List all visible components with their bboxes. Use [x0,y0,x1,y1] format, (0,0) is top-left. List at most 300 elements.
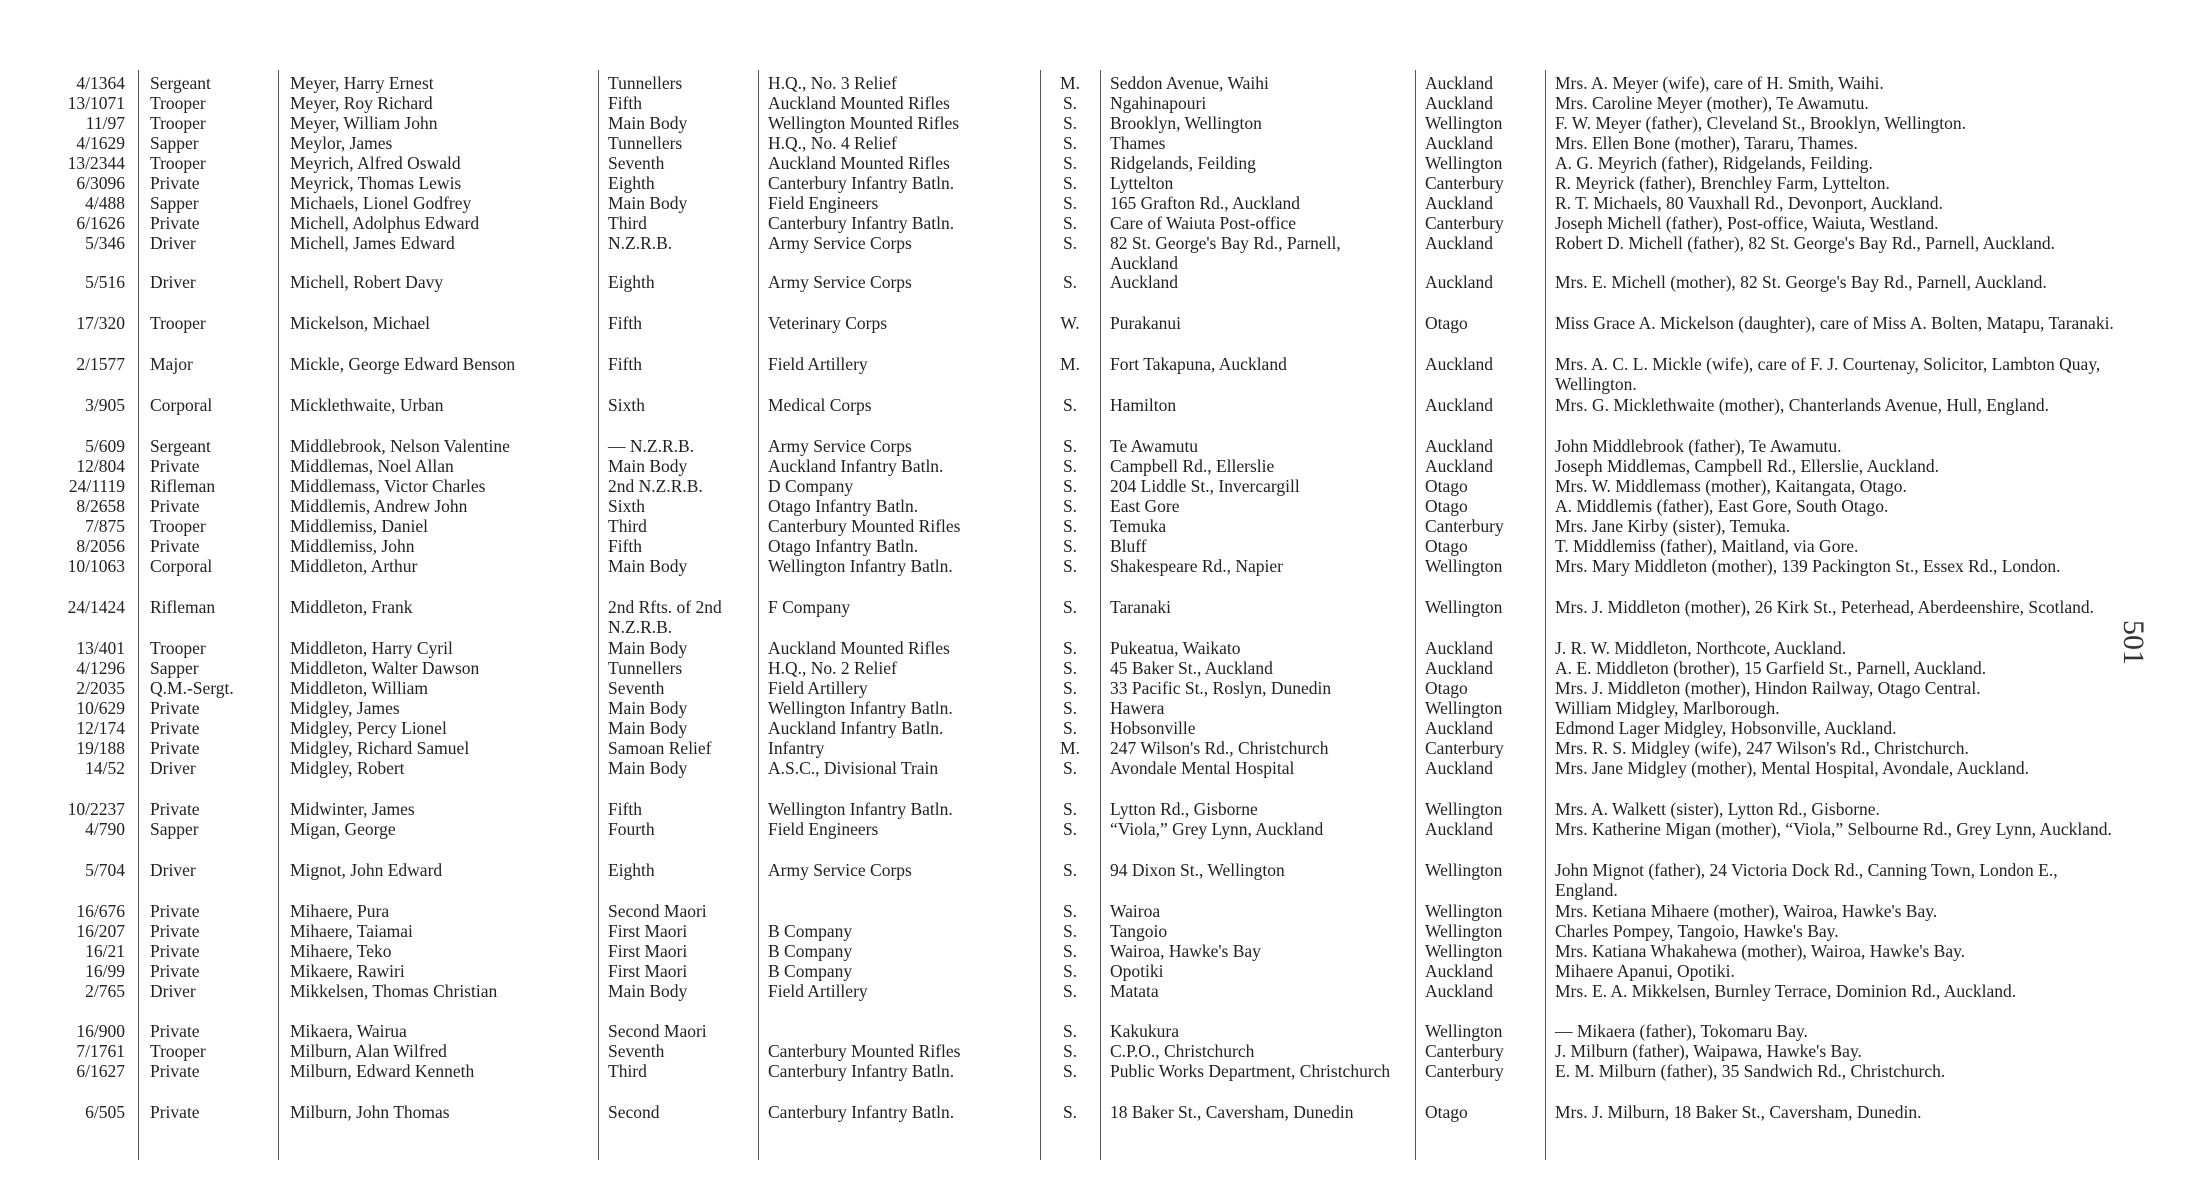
cell-unit: Seventh [608,153,665,173]
cell-unit: Tunnellers [608,73,683,93]
column-rule [758,70,759,1160]
cell-town: Auckland [1425,436,1494,456]
cell-unit: Tunnellers [608,133,683,153]
column-rule [1100,70,1101,1160]
cell-town: Canterbury [1425,1041,1504,1061]
cell-name: Middleton, Harry Cyril [290,638,453,658]
cell-name: Migan, George [290,819,396,839]
cell-num: 13/401 [76,638,125,658]
cell-town: Auckland [1425,718,1494,738]
cell-rank: Driver [150,233,196,253]
cell-addr: Kakukura [1110,1021,1180,1041]
cell-addr: Shakespeare Rd., Napier [1110,556,1283,576]
cell-num: 10/2237 [67,799,125,819]
cell-name: Meyer, William John [290,113,438,133]
cell-num: 6/1626 [76,213,125,233]
cell-name: Midgley, Percy Lionel [290,718,447,738]
cell-addr: Public Works Department, Christchurch [1110,1061,1391,1081]
cell-rank: Private [150,1102,200,1122]
cell-rank: Private [150,213,200,233]
cell-kin: Mrs. J. Middleton (mother), Hindon Railway, Otago Central. [1555,678,1981,698]
cell-sub: F Company [768,597,851,617]
cell-kin: Mrs. E. A. Mikkelsen, Burnley Terrace, Dominion Rd., Auckland. [1555,981,2017,1001]
cell-addr: “Viola,” Grey Lynn, Auckland [1110,819,1324,839]
cell-rank: Trooper [150,93,206,113]
cell-st: S. [1062,476,1078,496]
cell-unit: Fifth [608,536,643,556]
cell-town: Canterbury [1425,738,1504,758]
cell-kin: — Mikaera (father), Tokomaru Bay. [1555,1021,1808,1041]
cell-sub: Auckland Mounted Rifles [768,153,950,173]
cell-unit: Second Maori [608,1021,707,1041]
cell-st: S. [1062,1041,1078,1061]
cell-addr: 18 Baker St., Caversham, Dunedin [1110,1102,1354,1122]
cell-st: S. [1062,799,1078,819]
cell-rank: Driver [150,758,196,778]
cell-name: Middlemass, Victor Charles [290,476,486,496]
cell-name: Mickle, George Edward Benson [290,354,516,374]
cell-kin: R. Meyrick (father), Brenchley Farm, Lyttelton. [1555,173,1890,193]
cell-town: Auckland [1425,638,1494,658]
cell-unit: Main Body [608,698,688,718]
cell-addr: Auckland [1110,272,1179,292]
cell-town: Wellington [1425,153,1503,173]
cell-name: Midgley, James [290,698,400,718]
cell-name: Middlemiss, John [290,536,415,556]
cell-name: Meyrich, Alfred Oswald [290,153,461,173]
cell-num: 4/790 [85,819,125,839]
cell-rank: Rifleman [150,597,216,617]
cell-name: Milburn, John Thomas [290,1102,450,1122]
cell-rank: Private [150,1061,200,1081]
cell-addr: East Gore [1110,496,1180,516]
cell-name: Milburn, Alan Wilfred [290,1041,447,1061]
cell-name: Mignot, John Edward [290,860,443,880]
cell-num: 10/629 [76,698,125,718]
cell-kin: Mrs. Ketiana Mihaere (mother), Wairoa, Hawke's Bay. [1555,901,1938,921]
cell-town: Canterbury [1425,173,1504,193]
cell-num: 16/676 [76,901,125,921]
cell-st: S. [1062,395,1078,415]
cell-st: S. [1062,901,1078,921]
cell-unit: Main Body [608,456,688,476]
cell-sub: Auckland Infantry Batln. [768,456,944,476]
column-rule [1040,70,1041,1160]
cell-name: Middlemiss, Daniel [290,516,429,536]
cell-unit: Main Body [608,718,688,738]
cell-town: Auckland [1425,961,1494,981]
cell-addr: 247 Wilson's Rd., Christchurch [1110,738,1329,758]
cell-kin: Mrs. J. Middleton (mother), 26 Kirk St., Peterhead, Aberdeenshire, Scotland. [1555,597,2094,617]
cell-num: 12/174 [76,718,125,738]
cell-sub: H.Q., No. 4 Relief [768,133,897,153]
cell-name: Middlemis, Andrew John [290,496,468,516]
cell-addr: Opotiki [1110,961,1164,981]
cell-name: Mihaere, Teko [290,941,392,961]
column-rule [1415,70,1416,1160]
cell-unit: Main Body [608,113,688,133]
cell-st: M. [1060,738,1080,758]
cell-st: S. [1062,678,1078,698]
cell-town: Wellington [1425,597,1503,617]
cell-town: Wellington [1425,698,1503,718]
cell-kin: Robert D. Michell (father), 82 St. George's Bay Rd., Parnell, Auckland. [1555,233,2056,253]
cell-kin: Mrs. Jane Kirby (sister), Temuka. [1555,516,1791,536]
cell-kin: William Midgley, Marlborough. [1555,698,1780,718]
cell-st: S. [1062,1102,1078,1122]
cell-unit: Main Body [608,193,688,213]
cell-st: S. [1062,436,1078,456]
cell-addr: Thames [1110,133,1166,153]
cell-town: Auckland [1425,354,1494,374]
cell-sub: Otago Infantry Batln. [768,496,919,516]
cell-rank: Corporal [150,395,213,415]
cell-town: Auckland [1425,133,1494,153]
cell-kin: Mrs. A. Meyer (wife), care of H. Smith, Waihi. [1555,73,1884,93]
cell-st: S. [1062,1021,1078,1041]
cell-name: Mikkelsen, Thomas Christian [290,981,498,1001]
cell-num: 8/2056 [76,536,125,556]
cell-rank: Rifleman [150,476,216,496]
cell-name: Middlebrook, Nelson Valentine [290,436,510,456]
cell-addr: 204 Liddle St., Invercargill [1110,476,1300,496]
cell-name: Middlemas, Noel Allan [290,456,454,476]
cell-unit: Fifth [608,313,643,333]
cell-st: M. [1060,354,1080,374]
cell-kin: T. Middlemiss (father), Maitland, via Gore. [1555,536,1859,556]
cell-unit: 2nd N.Z.R.B. [608,476,703,496]
cell-rank: Private [150,718,200,738]
cell-town: Auckland [1425,93,1494,113]
cell-sub: Army Service Corps [768,233,912,253]
cell-num: 2/2035 [76,678,125,698]
cell-town: Auckland [1425,981,1494,1001]
cell-name: Midgley, Robert [290,758,405,778]
cell-unit: Fifth [608,354,643,374]
cell-st: S. [1062,638,1078,658]
cell-sub: D Company [768,476,854,496]
page-number: 501 [2117,620,2150,665]
cell-num: 13/1071 [67,93,125,113]
cell-name: Michell, Robert Davy [290,272,444,292]
cell-rank: Trooper [150,1041,206,1061]
cell-name: Middleton, Walter Dawson [290,658,480,678]
cell-st: S. [1062,819,1078,839]
cell-kin: Mrs. W. Middlemass (mother), Kaitangata, Otago. [1555,476,1907,496]
cell-kin: Edmond Lager Midgley, Hobsonville, Auckland. [1555,718,1897,738]
cell-sub: Canterbury Infantry Batln. [768,213,955,233]
cell-num: 11/97 [85,113,125,133]
cell-addr: Brooklyn, Wellington [1110,113,1262,133]
cell-rank: Trooper [150,153,206,173]
cell-unit: Eighth [608,860,655,880]
cell-kin: Mrs. Katherine Migan (mother), “Viola,” Selbourne Rd., Grey Lynn, Auckland. [1555,819,2112,839]
cell-sub: Canterbury Infantry Batln. [768,1102,955,1122]
cell-sub: Wellington Infantry Batln. [768,799,953,819]
cell-addr: Taranaki [1110,597,1171,617]
cell-unit: Eighth [608,272,655,292]
cell-num: 16/900 [76,1021,125,1041]
cell-kin: Mrs. Mary Middleton (mother), 139 Packington St., Essex Rd., London. [1555,556,2061,576]
cell-kin: J. Milburn (father), Waipawa, Hawke's Bay. [1555,1041,1862,1061]
cell-addr: 94 Dixon St., Wellington [1110,860,1285,880]
cell-num: 13/2344 [67,153,125,173]
cell-town: Auckland [1425,456,1494,476]
cell-addr: Hamilton [1110,395,1177,415]
cell-kin: A. Middlemis (father), East Gore, South Otago. [1555,496,1889,516]
cell-town: Auckland [1425,73,1494,93]
cell-rank: Corporal [150,556,213,576]
cell-num: 5/609 [85,436,125,456]
cell-addr: Seddon Avenue, Waihi [1110,73,1269,93]
cell-town: Auckland [1425,193,1494,213]
cell-addr: Bluff [1110,536,1147,556]
cell-sub: B Company [768,921,853,941]
cell-st: S. [1062,153,1078,173]
cell-name: Meyrick, Thomas Lewis [290,173,462,193]
cell-rank: Driver [150,272,196,292]
cell-kin: Mrs. A. Walkett (sister), Lytton Rd., Gisborne. [1555,799,1880,819]
cell-sub: Army Service Corps [768,436,912,456]
cell-unit: Main Body [608,556,688,576]
cell-num: 16/207 [76,921,125,941]
cell-rank: Private [150,496,200,516]
cell-st: M. [1060,73,1080,93]
cell-rank: Sapper [150,658,199,678]
cell-sub: Canterbury Infantry Batln. [768,173,955,193]
cell-sub: Field Artillery [768,678,868,698]
cell-num: 5/346 [85,233,125,253]
cell-num: 24/1424 [67,597,125,617]
cell-unit: Third [608,1061,647,1081]
cell-st: S. [1062,233,1078,253]
cell-addr: Lyttelton [1110,173,1174,193]
cell-sub: A.S.C., Divisional Train [768,758,939,778]
column-rule [138,70,139,1160]
cell-addr: 45 Baker St., Auckland [1110,658,1273,678]
cell-num: 5/704 [85,860,125,880]
cell-town: Otago [1425,1102,1468,1122]
cell-kin: Mrs. Caroline Meyer (mother), Te Awamutu. [1555,93,1869,113]
cell-kin: Mrs. A. C. L. Mickle (wife), care of F. J. Courtenay, Solicitor, Lambton Quay, Wellington. [1555,354,2101,394]
cell-unit: Second Maori [608,901,707,921]
cell-num: 16/99 [85,961,125,981]
cell-addr: 82 St. George's Bay Rd., Parnell, Auckland [1110,233,1341,273]
cell-st: S. [1062,213,1078,233]
cell-town: Otago [1425,476,1468,496]
cell-name: Mikaera, Wairua [290,1021,407,1041]
cell-num: 7/1761 [76,1041,125,1061]
cell-addr: Purakanui [1110,313,1181,333]
cell-name: Mihaere, Taiamai [290,921,413,941]
cell-st: S. [1062,536,1078,556]
cell-num: 5/516 [85,272,125,292]
cell-sub: Auckland Infantry Batln. [768,718,944,738]
cell-st: S. [1062,193,1078,213]
cell-name: Michaels, Lionel Godfrey [290,193,472,213]
cell-town: Wellington [1425,113,1503,133]
cell-sub: Army Service Corps [768,860,912,880]
cell-unit: Sixth [608,496,645,516]
cell-name: Meyer, Roy Richard [290,93,433,113]
cell-name: Michell, Adolphus Edward [290,213,480,233]
cell-town: Auckland [1425,395,1494,415]
cell-kin: John Middlebrook (father), Te Awamutu. [1555,436,1842,456]
cell-rank: Major [150,354,193,374]
cell-kin: Joseph Middlemas, Campbell Rd., Ellerslie, Auckland. [1555,456,1939,476]
cell-town: Otago [1425,313,1468,333]
cell-sub: Auckland Mounted Rifles [768,638,950,658]
cell-sub: Field Engineers [768,193,879,213]
cell-kin: E. M. Milburn (father), 35 Sandwich Rd., Christchurch. [1555,1061,1946,1081]
cell-addr: Hobsonville [1110,718,1196,738]
cell-town: Wellington [1425,556,1503,576]
cell-unit: Second [608,1102,660,1122]
cell-num: 4/1296 [76,658,125,678]
cell-sub: Wellington Infantry Batln. [768,556,953,576]
cell-unit: 2nd Rfts. of 2nd N.Z.R.B. [608,597,722,637]
cell-rank: Sergeant [150,436,211,456]
cell-kin: Miss Grace A. Mickelson (daughter), care of Miss A. Bolten, Matapu, Taranaki. [1555,313,2114,333]
cell-unit: Main Body [608,981,688,1001]
cell-sub: H.Q., No. 2 Relief [768,658,897,678]
cell-addr: Matata [1110,981,1159,1001]
cell-sub: Auckland Mounted Rifles [768,93,950,113]
cell-num: 19/188 [76,738,125,758]
cell-num: 2/1577 [76,354,125,374]
cell-addr: Ngahinapouri [1110,93,1207,113]
cell-name: Midwinter, James [290,799,415,819]
cell-addr: Pukeatua, Waikato [1110,638,1241,658]
cell-num: 4/488 [85,193,125,213]
cell-st: S. [1062,860,1078,880]
cell-rank: Trooper [150,638,206,658]
cell-num: 3/905 [85,395,125,415]
cell-unit: Main Body [608,758,688,778]
cell-num: 6/3096 [76,173,125,193]
cell-town: Otago [1425,536,1468,556]
cell-town: Wellington [1425,941,1503,961]
cell-rank: Private [150,941,200,961]
cell-rank: Private [150,921,200,941]
cell-sub: H.Q., No. 3 Relief [768,73,897,93]
cell-addr: Hawera [1110,698,1165,718]
cell-st: S. [1062,698,1078,718]
cell-kin: Mihaere Apanui, Opotiki. [1555,961,1735,981]
cell-kin: Charles Pompey, Tangoio, Hawke's Bay. [1555,921,1839,941]
cell-name: Midgley, Richard Samuel [290,738,470,758]
column-rule [278,70,279,1160]
cell-st: S. [1062,921,1078,941]
cell-rank: Private [150,1021,200,1041]
cell-kin: F. W. Meyer (father), Cleveland St., Brooklyn, Wellington. [1555,113,1966,133]
cell-num: 6/1627 [76,1061,125,1081]
cell-st: S. [1062,556,1078,576]
cell-num: 2/765 [85,981,125,1001]
cell-st: S. [1062,496,1078,516]
cell-rank: Sapper [150,193,199,213]
cell-unit: Samoan Relief [608,738,712,758]
cell-addr: Fort Takapuna, Auckland [1110,354,1287,374]
cell-unit: Third [608,516,647,536]
cell-rank: Private [150,698,200,718]
cell-name: Micklethwaite, Urban [290,395,444,415]
cell-sub: Infantry [768,738,825,758]
cell-rank: Private [150,536,200,556]
cell-rank: Private [150,456,200,476]
cell-num: 6/505 [85,1102,125,1122]
cell-st: S. [1062,597,1078,617]
cell-town: Canterbury [1425,516,1504,536]
cell-kin: Mrs. E. Michell (mother), 82 St. George's Bay Rd., Parnell, Auckland. [1555,272,2047,292]
cell-name: Mickelson, Michael [290,313,430,333]
cell-town: Wellington [1425,799,1503,819]
cell-rank: Private [150,738,200,758]
cell-st: S. [1062,93,1078,113]
cell-kin: A. G. Meyrich (father), Ridgelands, Feilding. [1555,153,1873,173]
cell-sub: Field Artillery [768,354,868,374]
cell-addr: Lytton Rd., Gisborne [1110,799,1258,819]
cell-num: 10/1063 [67,556,125,576]
cell-unit: Seventh [608,678,665,698]
cell-sub: Canterbury Mounted Rifles [768,1041,961,1061]
cell-kin: Mrs. R. S. Midgley (wife), 247 Wilson's Rd., Christchurch. [1555,738,1969,758]
cell-unit: Seventh [608,1041,665,1061]
cell-sub: Wellington Infantry Batln. [768,698,953,718]
cell-num: 17/320 [76,313,125,333]
cell-name: Middleton, William [290,678,428,698]
cell-st: S. [1062,173,1078,193]
cell-addr: Avondale Mental Hospital [1110,758,1295,778]
cell-name: Meyer, Harry Ernest [290,73,434,93]
cell-sub: Veterinary Corps [768,313,888,333]
column-rule [598,70,599,1160]
cell-st: W. [1060,313,1080,333]
cell-town: Auckland [1425,233,1494,253]
cell-unit: First Maori [608,941,688,961]
cell-unit: Sixth [608,395,645,415]
cell-town: Canterbury [1425,213,1504,233]
cell-name: Middleton, Arthur [290,556,418,576]
cell-unit: N.Z.R.B. [608,233,673,253]
cell-addr: Wairoa, Hawke's Bay [1110,941,1261,961]
cell-rank: Trooper [150,516,206,536]
cell-num: 4/1364 [76,73,125,93]
cell-rank: Driver [150,860,196,880]
cell-addr: 165 Grafton Rd., Auckland [1110,193,1301,213]
cell-st: S. [1062,718,1078,738]
cell-sub: Canterbury Infantry Batln. [768,1061,955,1081]
cell-addr: Campbell Rd., Ellerslie [1110,456,1275,476]
cell-rank: Private [150,961,200,981]
cell-town: Auckland [1425,758,1494,778]
cell-unit: Fifth [608,93,643,113]
cell-st: S. [1062,133,1078,153]
cell-num: 7/875 [85,516,125,536]
cell-st: S. [1062,456,1078,476]
cell-name: Meylor, James [290,133,393,153]
cell-num: 24/1119 [68,476,125,496]
cell-unit: Fourth [608,819,655,839]
cell-rank: Trooper [150,313,206,333]
cell-rank: Private [150,173,200,193]
cell-kin: A. E. Middleton (brother), 15 Garfield St., Parnell, Auckland. [1555,658,1987,678]
cell-sub: Otago Infantry Batln. [768,536,919,556]
cell-unit: First Maori [608,961,688,981]
cell-st: S. [1062,113,1078,133]
cell-unit: First Maori [608,921,688,941]
cell-st: S. [1062,758,1078,778]
